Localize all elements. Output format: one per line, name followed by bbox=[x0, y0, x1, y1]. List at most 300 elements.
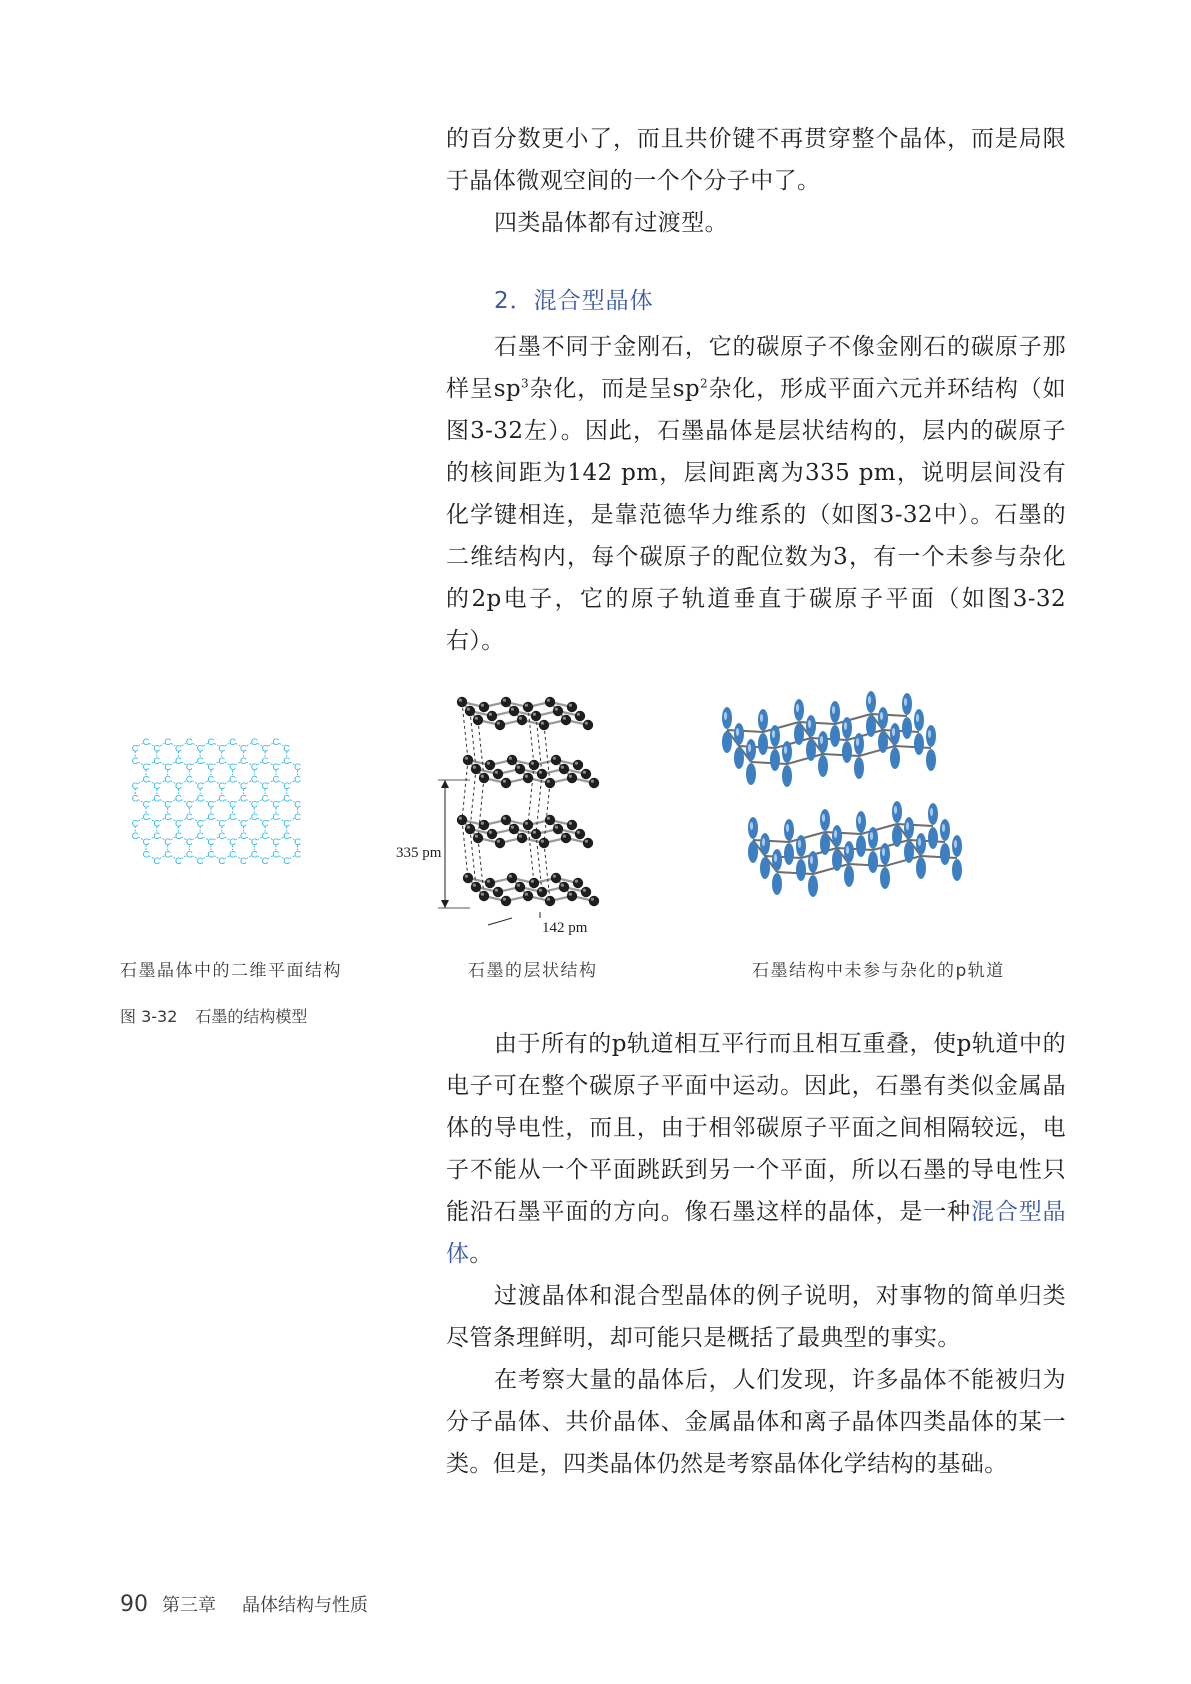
p-orbital-lobe-lower bbox=[842, 741, 852, 763]
carbon-atom-label: C bbox=[185, 762, 193, 773]
orbital-highlight bbox=[832, 706, 835, 714]
carbon-atom bbox=[479, 891, 489, 901]
atom-highlight bbox=[459, 817, 462, 820]
atom-highlight bbox=[525, 893, 528, 896]
sigma-bond bbox=[823, 754, 859, 756]
carbon-atom-label: C bbox=[250, 737, 258, 748]
carbon-atom-label: C bbox=[142, 849, 150, 861]
orbital-highlight bbox=[930, 808, 933, 816]
p-orbital-lobe-lower bbox=[782, 765, 792, 787]
carbon-atom-label: C bbox=[283, 743, 291, 755]
carbon-atom-label: C bbox=[250, 837, 258, 848]
carbon-atom bbox=[457, 697, 467, 707]
carbon-atom-label: C bbox=[196, 855, 204, 867]
orbital-highlight bbox=[846, 846, 849, 854]
atom-highlight bbox=[553, 757, 556, 760]
atom-highlight bbox=[547, 780, 550, 783]
p-orbital-lobe-lower bbox=[734, 747, 744, 769]
carbon-atom-label: C bbox=[207, 774, 215, 786]
carbon-atom bbox=[501, 697, 511, 707]
atom-highlight bbox=[569, 704, 572, 707]
orbital-highlight bbox=[760, 714, 763, 722]
carbon-atom-label: C bbox=[185, 799, 193, 811]
carbon-atom-label: C bbox=[196, 818, 204, 830]
atom-highlight bbox=[563, 835, 566, 838]
p-orbital-lobe-upper bbox=[854, 733, 864, 755]
carbon-atom-label: C bbox=[185, 849, 193, 861]
carbon-atom bbox=[517, 715, 527, 725]
carbon-atom-label: C bbox=[175, 755, 182, 767]
atom-highlight bbox=[577, 713, 580, 716]
orbital-highlight bbox=[892, 728, 895, 736]
sigma-bond bbox=[777, 872, 813, 874]
atom-highlight bbox=[575, 880, 578, 883]
atom-highlight bbox=[481, 704, 484, 707]
atom-highlight bbox=[555, 708, 558, 711]
carbon-atom-label: C bbox=[153, 780, 161, 792]
p-orbital-lobe-lower bbox=[904, 841, 914, 863]
p-orbital-lobe-lower bbox=[796, 859, 806, 881]
sigma-bond bbox=[885, 856, 921, 866]
p-orbital-lobe-lower bbox=[892, 825, 902, 847]
carbon-atom bbox=[545, 815, 555, 825]
carbon-atom bbox=[531, 829, 541, 839]
graphite-2d-lattice-diagram bbox=[118, 730, 348, 905]
p-orbital-lobe-upper bbox=[796, 835, 806, 857]
atom-highlight bbox=[495, 889, 498, 892]
p-orbital-lobe-lower bbox=[928, 827, 938, 849]
carbon-atom-label: C bbox=[294, 762, 301, 773]
p-orbital-lobe-upper bbox=[748, 817, 758, 839]
carbon-atom-label: C bbox=[142, 737, 150, 748]
carbon-atom-label: C bbox=[175, 793, 182, 805]
orbital-highlight bbox=[834, 830, 837, 838]
dimension-arrow bbox=[441, 780, 449, 788]
atom-highlight bbox=[503, 898, 506, 901]
orbital-highlight bbox=[736, 728, 739, 736]
orbital-highlight bbox=[724, 712, 727, 720]
carbon-atom bbox=[509, 706, 519, 716]
dimension-arrow bbox=[441, 900, 449, 908]
orbital-highlight bbox=[808, 720, 811, 728]
atom-highlight bbox=[489, 713, 492, 716]
carbon-atom bbox=[537, 887, 547, 897]
carbon-atom-label: C bbox=[261, 818, 269, 830]
carbon-atom-label: C bbox=[196, 780, 204, 792]
carbon-atom bbox=[553, 706, 563, 716]
atom-highlight bbox=[533, 831, 536, 834]
carbon-atom-label: C bbox=[272, 849, 280, 861]
carbon-atom-label: C bbox=[294, 774, 301, 786]
orbital-highlight bbox=[774, 854, 777, 862]
carbon-atom-label: C bbox=[153, 818, 161, 830]
p-orbital-lobe-upper bbox=[830, 701, 840, 723]
atom-highlight bbox=[563, 717, 566, 720]
carbon-atom-label: C bbox=[239, 743, 247, 755]
carbon-atom bbox=[567, 773, 577, 783]
orbital-highlight bbox=[844, 722, 847, 730]
orbital-highlight bbox=[942, 824, 945, 832]
p-orbital-lobe-upper bbox=[806, 715, 816, 737]
orbital-highlight bbox=[750, 822, 753, 830]
carbon-atom-label: C bbox=[142, 799, 150, 811]
atom-highlight bbox=[481, 775, 484, 778]
atom-highlight bbox=[509, 875, 512, 878]
orbital-highlight bbox=[820, 736, 823, 744]
p-orbital-lobe-lower bbox=[844, 865, 854, 887]
atom-highlight bbox=[517, 884, 520, 887]
carbon-atom bbox=[485, 878, 495, 888]
sigma-bond bbox=[895, 746, 931, 748]
atom-highlight bbox=[525, 704, 528, 707]
carbon-atom-label: C bbox=[164, 774, 172, 786]
figure-number: 图 3-32 bbox=[120, 1007, 178, 1026]
orbital-highlight bbox=[882, 848, 885, 856]
p-orbital-lobe-upper bbox=[808, 851, 818, 873]
p-orbital-lobe-lower bbox=[914, 733, 924, 755]
p-orbital-lobe-lower bbox=[748, 841, 758, 863]
carbon-atom-label: C bbox=[153, 755, 161, 767]
carbon-atom-label: C bbox=[218, 818, 226, 830]
sigma-bond bbox=[775, 738, 811, 748]
carbon-atom bbox=[465, 824, 475, 834]
carbon-atom bbox=[479, 820, 489, 830]
p-orbital-lobe-lower bbox=[952, 859, 962, 881]
carbon-atom-label: C bbox=[196, 755, 204, 767]
carbon-atom-label: C bbox=[175, 818, 182, 830]
carbon-atom bbox=[583, 838, 593, 848]
carbon-atom-label: C bbox=[142, 812, 150, 823]
carbon-atom-label: C bbox=[283, 780, 291, 792]
p-orbital-lobe-lower bbox=[856, 835, 866, 857]
carbon-atom bbox=[507, 873, 517, 883]
atom-highlight bbox=[511, 826, 514, 829]
atom-highlight bbox=[561, 884, 564, 887]
carbon-atom-label: C bbox=[164, 849, 172, 861]
atom-highlight bbox=[555, 826, 558, 829]
carbon-atom bbox=[529, 760, 539, 770]
carbon-atom bbox=[473, 833, 483, 843]
carbon-atom bbox=[495, 838, 505, 848]
carbon-atom bbox=[589, 896, 599, 906]
p-orbital-lobe-upper bbox=[844, 841, 854, 863]
sigma-bond bbox=[861, 824, 897, 834]
p-orbital-lobe-upper bbox=[928, 803, 938, 825]
p-orbital-lobe-lower bbox=[854, 757, 864, 779]
carbon-atom bbox=[479, 773, 489, 783]
p-orbital-lobe-upper bbox=[952, 835, 962, 857]
orbital-highlight bbox=[786, 824, 789, 832]
sigma-bond bbox=[849, 864, 885, 866]
carbon-atom-label: C bbox=[261, 855, 269, 867]
atom-highlight bbox=[487, 880, 490, 883]
p-orbital-lobe-lower bbox=[880, 867, 890, 889]
carbon-atom-label: C bbox=[283, 755, 291, 767]
interlayer-distance-label: 335 pm bbox=[396, 845, 442, 861]
carbon-atom bbox=[583, 720, 593, 730]
sigma-bond bbox=[897, 824, 933, 826]
p4-part-a: 由于所有的p轨道相互平行而且相互重叠，使p轨道中的电子可在整个碳原子平面中运动。因此，石墨有类似金属晶体的导电性，而且，由于相邻碳原子平面之间相隔较远，电子不能从一个平面跳跃到另一个平面，所以石墨的导电性只能沿石墨平面的方向。像石墨这样的晶体，是一种 bbox=[446, 1031, 1066, 1225]
carbon-atom-label: C bbox=[164, 762, 172, 773]
carbon-atom-label: C bbox=[142, 762, 150, 773]
orbital-highlight bbox=[916, 714, 919, 722]
key-term-mixed-crystal: 混合型晶体 bbox=[446, 1199, 1066, 1267]
carbon-atom bbox=[581, 769, 591, 779]
left-subcaption: 石墨晶体中的二维平面结构 bbox=[120, 961, 342, 981]
carbon-atom-label: C bbox=[294, 837, 301, 848]
p-orbital-lobe-upper bbox=[902, 693, 912, 715]
interlayer-link bbox=[462, 760, 468, 820]
sigma-bond bbox=[763, 722, 799, 732]
atom-highlight bbox=[547, 898, 550, 901]
sigma-bond bbox=[811, 738, 847, 740]
carbon-atom-label: C bbox=[218, 755, 226, 767]
carbon-atom-label: C bbox=[261, 743, 269, 755]
carbon-atom-label: C bbox=[131, 830, 139, 842]
atom-highlight bbox=[497, 840, 500, 843]
atom-highlight bbox=[547, 699, 550, 702]
p-orbital-lobe-lower bbox=[866, 715, 876, 737]
carbon-atom-label: C bbox=[261, 793, 269, 805]
carbon-atom-label: C bbox=[131, 793, 139, 805]
carbon-atom bbox=[523, 773, 533, 783]
orbital-highlight bbox=[880, 712, 883, 720]
carbon-atom bbox=[487, 711, 497, 721]
orbital-highlight bbox=[906, 822, 909, 830]
carbon-atom-label: C bbox=[272, 762, 280, 773]
carbon-atom bbox=[515, 764, 525, 774]
atom-highlight bbox=[475, 835, 478, 838]
p-orbital-lobe-lower bbox=[832, 849, 842, 871]
carbon-atom bbox=[485, 760, 495, 770]
p-orbital-lobe-lower bbox=[772, 873, 782, 895]
orbital-highlight bbox=[918, 838, 921, 846]
atom-highlight bbox=[569, 775, 572, 778]
interlayer-link bbox=[536, 774, 542, 834]
p-orbital-lobe-lower bbox=[758, 733, 768, 755]
carbon-atom-label: C bbox=[294, 812, 301, 823]
p-orbital-lobe-upper bbox=[916, 833, 926, 855]
carbon-atom-label: C bbox=[131, 755, 139, 767]
p-orbital-lobe-upper bbox=[770, 725, 780, 747]
p-orbital-lobe-upper bbox=[892, 801, 902, 823]
atom-highlight bbox=[467, 826, 470, 829]
carbon-atom bbox=[479, 702, 489, 712]
carbon-atom-label: C bbox=[261, 830, 269, 842]
p-orbital-lobe-lower bbox=[820, 833, 830, 855]
p-orbital-lobe-upper bbox=[914, 709, 924, 731]
atom-highlight bbox=[531, 762, 534, 765]
atom-highlight bbox=[525, 822, 528, 825]
orbital-highlight bbox=[870, 832, 873, 840]
p3-superscript-1: 3 bbox=[521, 376, 530, 391]
atom-highlight bbox=[585, 840, 588, 843]
carbon-atom bbox=[471, 764, 481, 774]
carbon-atom-label: C bbox=[218, 855, 226, 867]
carbon-atom-label: C bbox=[294, 849, 301, 861]
carbon-atom-label: C bbox=[164, 737, 172, 748]
sigma-bond bbox=[873, 840, 909, 850]
carbon-atom bbox=[507, 755, 517, 765]
chapter-number: 第三章 bbox=[162, 1595, 216, 1616]
carbon-atom-label: C bbox=[229, 812, 237, 823]
carbon-atom bbox=[559, 882, 569, 892]
sigma-bond bbox=[813, 864, 849, 874]
sigma-bond bbox=[921, 856, 957, 858]
p-orbital-lobe-lower bbox=[746, 763, 756, 785]
paragraph-5: 过渡晶体和混合型晶体的例子说明，对事物的简单归类尽管条理鲜明，却可能只是概括了最典型的事实。 bbox=[446, 1283, 1066, 1351]
atom-highlight bbox=[585, 722, 588, 725]
carbon-atom bbox=[553, 824, 563, 834]
p-orbital-lobe-upper bbox=[782, 741, 792, 763]
carbon-atom bbox=[493, 769, 503, 779]
orbital-highlight bbox=[796, 704, 799, 712]
atom-highlight bbox=[539, 771, 542, 774]
carbon-atom-label: C bbox=[229, 774, 237, 786]
carbon-atom-label: C bbox=[196, 793, 204, 805]
carbon-atom bbox=[487, 829, 497, 839]
atom-highlight bbox=[465, 875, 468, 878]
section-title: 2．混合型晶体 bbox=[494, 288, 654, 314]
middle-subcaption: 石墨的层状结构 bbox=[468, 961, 598, 981]
carbon-atom-label: C bbox=[207, 762, 215, 773]
interlayer-link bbox=[470, 769, 476, 829]
orbital-highlight bbox=[868, 696, 871, 704]
p3-part-a: 石墨不同于金刚石，它的碳原子不像金刚石的碳原子那样呈sp bbox=[446, 334, 1066, 402]
atom-highlight bbox=[547, 817, 550, 820]
carbon-atom-label: C bbox=[283, 793, 291, 805]
p-orbital-lobe-upper bbox=[878, 707, 888, 729]
carbon-atom-label: C bbox=[218, 780, 226, 792]
carbon-atom bbox=[573, 760, 583, 770]
sigma-bond bbox=[847, 730, 883, 740]
carbon-atom-label: C bbox=[283, 855, 291, 867]
carbon-atom bbox=[523, 891, 533, 901]
carbon-atom-label: C bbox=[164, 799, 172, 811]
atom-highlight bbox=[481, 822, 484, 825]
p-orbital-lobe-upper bbox=[832, 825, 842, 847]
atom-highlight bbox=[503, 780, 506, 783]
carbon-atom-label: C bbox=[218, 830, 226, 842]
p-orbital-lobe-lower bbox=[806, 739, 816, 761]
p-orbital-lobe-upper bbox=[880, 843, 890, 865]
carbon-atom-label: C bbox=[175, 780, 182, 792]
orbital-highlight bbox=[810, 856, 813, 864]
carbon-atom bbox=[473, 715, 483, 725]
orbital-highlight bbox=[762, 838, 765, 846]
sigma-bond bbox=[753, 840, 789, 842]
carbon-atom bbox=[517, 833, 527, 843]
carbon-atom-label: C bbox=[261, 755, 269, 767]
orbital-highlight bbox=[856, 738, 859, 746]
atom-highlight bbox=[569, 893, 572, 896]
carbon-atom bbox=[575, 829, 585, 839]
carbon-atom bbox=[551, 873, 561, 883]
atom-highlight bbox=[591, 780, 594, 783]
atom-highlight bbox=[575, 762, 578, 765]
p-orbital-lobe-upper bbox=[866, 691, 876, 713]
carbon-atom-label: C bbox=[272, 737, 280, 748]
orbital-highlight bbox=[784, 746, 787, 754]
carbon-atom-label: C bbox=[131, 780, 139, 792]
page-number: 90 bbox=[120, 1592, 148, 1617]
carbon-atom-label: C bbox=[239, 755, 247, 767]
carbon-atom bbox=[531, 711, 541, 721]
atom-highlight bbox=[459, 699, 462, 702]
carbon-atom-label: C bbox=[250, 762, 258, 773]
page-footer bbox=[120, 1591, 368, 1617]
carbon-atom bbox=[501, 778, 511, 788]
carbon-atom-label: C bbox=[239, 780, 247, 792]
carbon-atom-label: C bbox=[272, 774, 280, 786]
carbon-atom-label: C bbox=[207, 837, 215, 848]
atom-highlight bbox=[577, 831, 580, 834]
carbon-atom bbox=[581, 887, 591, 897]
sigma-bond bbox=[909, 840, 945, 842]
carbon-atom-label: C bbox=[164, 812, 172, 823]
orbital-highlight bbox=[904, 698, 907, 706]
p-orbital-lobe-upper bbox=[758, 709, 768, 731]
carbon-atom-label: C bbox=[207, 812, 215, 823]
carbon-atom-label: C bbox=[272, 799, 280, 811]
p-orbital-diagram bbox=[715, 690, 1065, 940]
carbon-atom-label: C bbox=[153, 793, 161, 805]
carbon-atom-label: C bbox=[229, 737, 237, 748]
chapter-title: 晶体结构与性质 bbox=[242, 1595, 368, 1616]
carbon-atom-label: C bbox=[207, 849, 215, 861]
paragraph-4 bbox=[446, 1023, 1066, 1275]
atom-highlight bbox=[553, 875, 556, 878]
p-orbital-lobe-upper bbox=[820, 809, 830, 831]
carbon-atom-label: C bbox=[250, 849, 258, 861]
atom-highlight bbox=[519, 835, 522, 838]
p-orbital-lobe-lower bbox=[770, 749, 780, 771]
p-orbital-lobe-upper bbox=[746, 739, 756, 761]
carbon-atom-label: C bbox=[131, 743, 139, 755]
atom-highlight bbox=[487, 762, 490, 765]
carbon-atom-label: C bbox=[164, 837, 172, 848]
carbon-atom-label: C bbox=[185, 812, 193, 823]
carbon-atom bbox=[561, 715, 571, 725]
p-orbital-lobe-lower bbox=[878, 731, 888, 753]
carbon-atom-label: C bbox=[175, 855, 182, 867]
atom-highlight bbox=[525, 775, 528, 778]
carbon-atom-label: C bbox=[283, 818, 291, 830]
carbon-atom-label: C bbox=[229, 762, 237, 773]
carbon-atom bbox=[589, 778, 599, 788]
carbon-atom bbox=[501, 896, 511, 906]
figure-title: 石墨的结构模型 bbox=[195, 1007, 308, 1026]
carbon-atom-label: C bbox=[294, 799, 301, 811]
carbon-atom bbox=[551, 755, 561, 765]
carbon-atom bbox=[567, 702, 577, 712]
p-orbital-lobe-upper bbox=[794, 699, 804, 721]
sigma-bond bbox=[727, 730, 763, 732]
carbon-atom bbox=[545, 896, 555, 906]
carbon-atom-label: C bbox=[250, 774, 258, 786]
carbon-atom-label: C bbox=[153, 743, 161, 755]
p-orbital-lobe-lower bbox=[902, 717, 912, 739]
atom-highlight bbox=[465, 757, 468, 760]
p-orbital-lobe-upper bbox=[868, 827, 878, 849]
carbon-atom-label: C bbox=[239, 793, 247, 805]
p-orbital-lobe-upper bbox=[926, 725, 936, 747]
carbon-atom-label: C bbox=[175, 830, 182, 842]
carbon-atom bbox=[537, 769, 547, 779]
carbon-atom-label: C bbox=[218, 743, 226, 755]
carbon-atom-label: C bbox=[229, 849, 237, 861]
p-orbital-lobe-lower bbox=[794, 723, 804, 745]
